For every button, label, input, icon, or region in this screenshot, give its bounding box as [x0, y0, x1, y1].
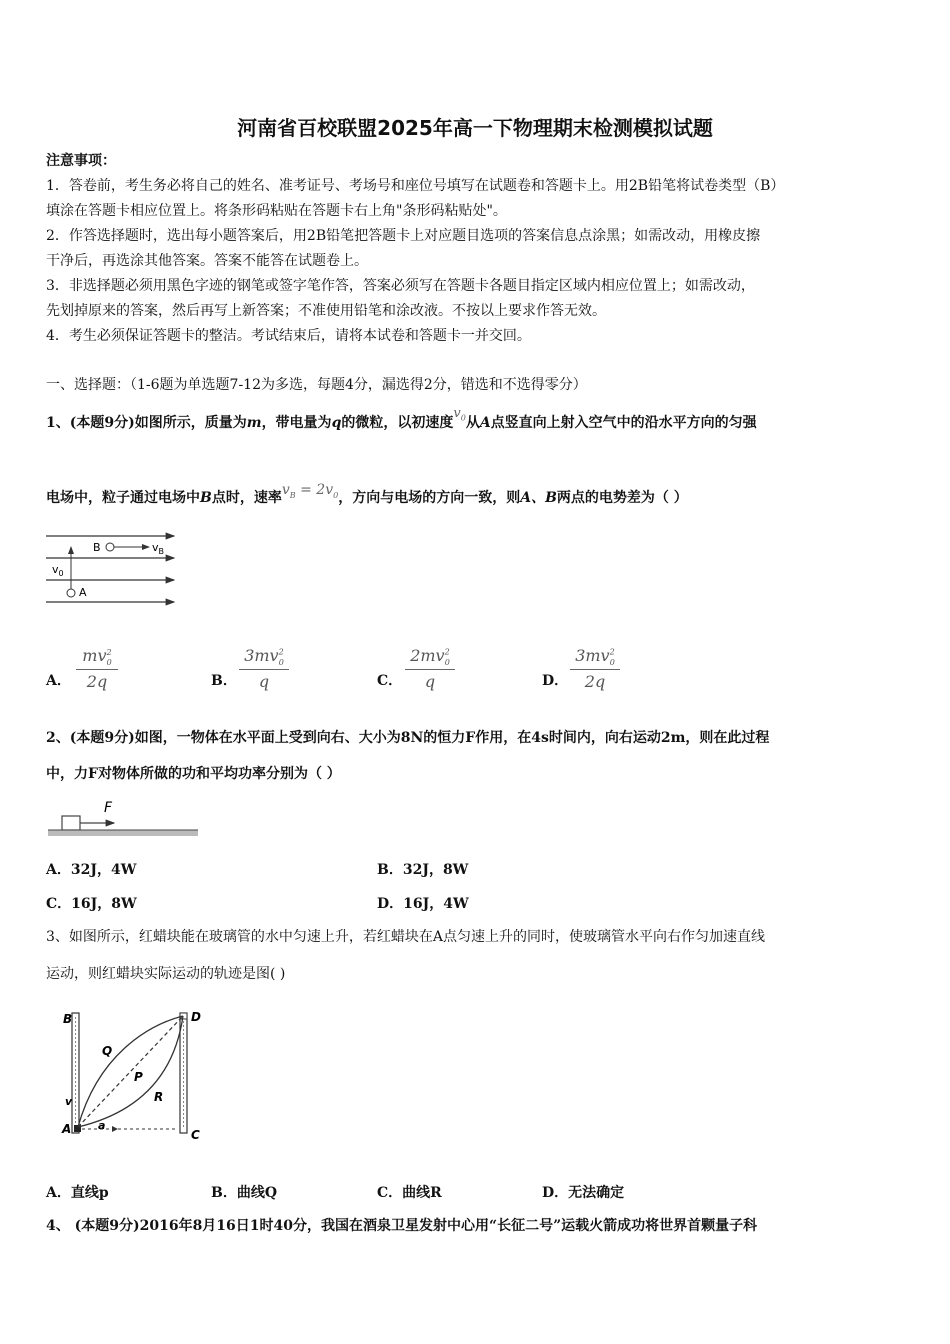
page-title: 河南省百校联盟2025年高一下物理期末检测模拟试题	[237, 116, 713, 140]
q1-field-figure	[44, 530, 184, 610]
fig-label-v0: $v_0$	[52, 563, 64, 578]
notice-line: 2．作答选择题时，选出每小题答案后，用2B铅笔把答题卡上对应题目选项的答案信息点涂黑；如需改动，用橡皮擦	[46, 228, 761, 244]
q1-option-b-formula[interactable]: $3mv^2_0$ q	[239, 646, 289, 691]
q2-force-figure	[46, 796, 202, 840]
vb-expression: $v_B = 2v_0$	[281, 482, 339, 500]
fig-label-a: A	[79, 586, 87, 599]
q1-option-c-label: C．	[377, 673, 403, 689]
q2-option-b[interactable]: B．32J，8W	[377, 862, 469, 878]
q1-stem-line1: 1、(本题9分)如图所示，质量为m，带电量为q的微粒，以初速度$v_0$从A点竖直向上射入空气中的沿水平方向的匀强	[46, 406, 757, 431]
q1-option-d-formula[interactable]: $3mv^2_0$ 2q	[570, 646, 620, 691]
q3-trajectory-figure	[58, 1005, 208, 1145]
q2-option-d[interactable]: D．16J，4W	[377, 896, 469, 912]
block	[62, 816, 80, 830]
label-r: R	[154, 1090, 164, 1104]
notice-line: 1．答卷前，考生务必将自己的姓名、准考证号、考场号和座位号填写在试题卷和答题卡上。用2B铅笔将试卷类型（B）	[46, 178, 785, 194]
label-b: B	[63, 1012, 73, 1026]
v0-symbol: $v_0$	[453, 406, 466, 423]
q4-stem-line1: 4、 (本题9分)2016年8月16日1时40分，我国在酒泉卫星发射中心用“长征二号”运载火箭成功将世界首颗量子科	[46, 1218, 758, 1234]
point-b-marker	[106, 543, 114, 551]
q1-option-a-formula[interactable]: $mv^2_0$ 2q	[76, 646, 118, 691]
q1-option-a-label: A．	[46, 673, 71, 689]
q1-option-b-label: B．	[211, 673, 237, 689]
q3-stem-line1: 3、如图所示，红蜡块能在玻璃管的水中匀速上升，若红蜡块在A点匀速上升的同时，使玻璃管水平向右作匀加速直线	[46, 929, 766, 945]
label-v: v	[65, 1095, 73, 1108]
notice-line: 3．非选择题必须用黑色字迹的钢笔或签字笔作答，答案必须写在答题卡各题目指定区域内相应位置上；如需改动，	[46, 278, 755, 294]
q1-option-d-label: D．	[542, 673, 569, 689]
fig-label-b: B	[93, 541, 101, 554]
label-q: Q	[102, 1044, 113, 1058]
notice-line: 先划掉原来的答案，然后再写上新答案；不准使用铅笔和涂改液。不按以上要求作答无效。	[46, 303, 606, 319]
q3-option-d[interactable]: D．无法确定	[542, 1185, 625, 1201]
q2-option-a[interactable]: A．32J，4W	[46, 862, 137, 878]
section-heading: 一、选择题：（1-6题为单选题7-12为多选，每题4分，漏选得2分，错选和不选得零分）	[46, 377, 587, 393]
q3-stem-line2: 运动，则红蜡块实际运动的轨迹是图( )	[46, 966, 286, 982]
notice-line: 干净后，再选涂其他答案。答案不能答在试题卷上。	[46, 253, 368, 269]
point-a-marker	[67, 589, 75, 597]
q2-stem-line2: 中，力F对物体所做的功和平均功率分别为（ ）	[46, 766, 341, 782]
q3-option-c[interactable]: C．曲线R	[377, 1185, 442, 1201]
label-d: D	[191, 1010, 201, 1024]
label-a: A	[62, 1122, 72, 1136]
q2-stem-line1: 2、(本题9分)如图，一物体在水平面上受到向右、大小为8N的恒力F作用，在4s时间内，向右运动2m，则在此过程	[46, 730, 770, 746]
q3-option-b[interactable]: B．曲线Q	[211, 1185, 278, 1201]
notice-heading: 注意事项：	[46, 153, 116, 169]
notice-line: 填涂在答题卡相应位置上。将条形码粘贴在答题卡右上角"条形码粘贴处"。	[46, 203, 507, 219]
line-p	[78, 1016, 183, 1127]
q3-option-a[interactable]: A．直线p	[46, 1185, 109, 1201]
q1-option-c-formula[interactable]: $2mv^2_0$ q	[405, 646, 455, 691]
q2-option-c[interactable]: C．16J，8W	[46, 896, 137, 912]
q1-stem-line2: 电场中，粒子通过电场中B点时，速率$v_B = 2v_0$，方向与电场的方向一致，则A、B两点的电势差为（ ）	[46, 482, 688, 506]
ground	[48, 830, 198, 836]
fig-label-vb: $v_B$	[152, 541, 165, 556]
notice-line: 4．考生必须保证答题卡的整洁。考试结束后，请将本试卷和答题卡一并交回。	[46, 328, 531, 344]
label-c: C	[191, 1128, 200, 1142]
label-acc: a	[98, 1119, 106, 1132]
label-p: P	[134, 1070, 143, 1084]
force-label: F	[104, 800, 113, 816]
